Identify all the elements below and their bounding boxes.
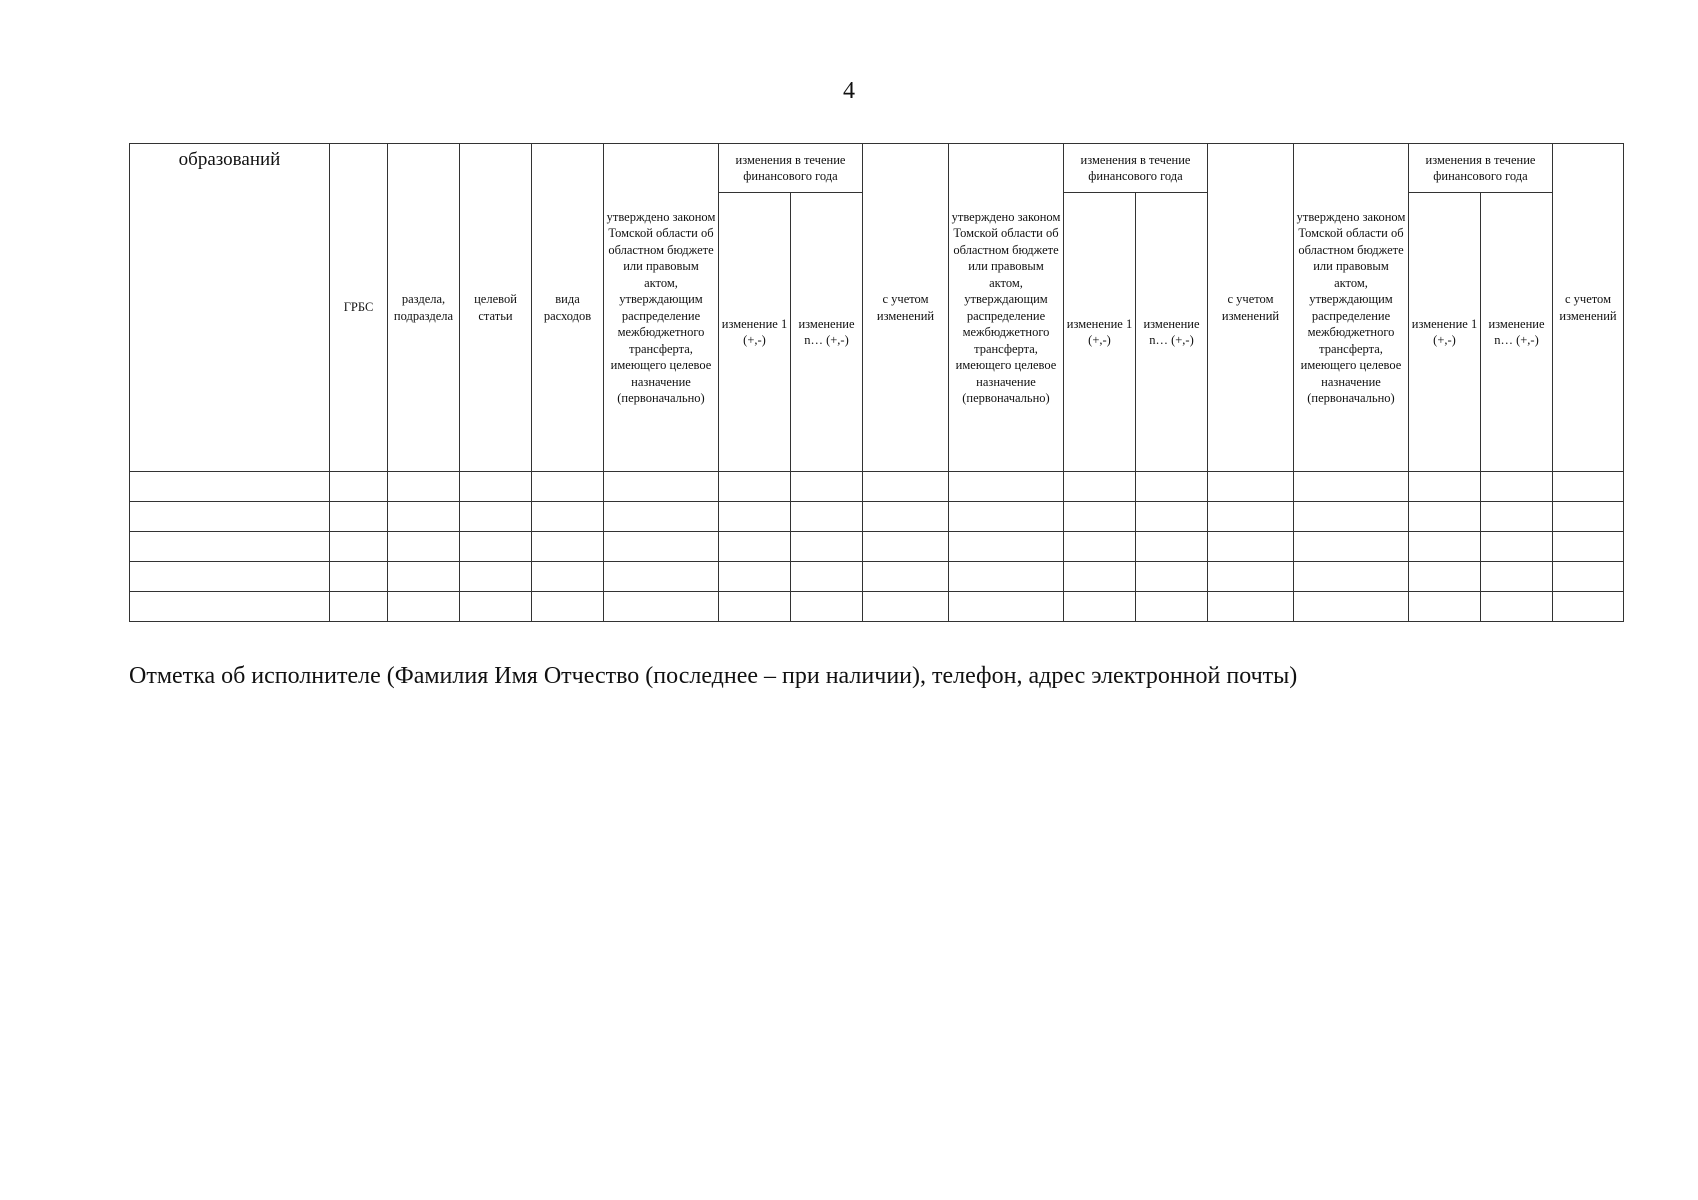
table-cell — [388, 592, 460, 622]
table-cell — [330, 592, 388, 622]
table-cell — [1208, 472, 1294, 502]
table-cell — [1136, 532, 1208, 562]
table-cell — [1208, 592, 1294, 622]
table-cell — [1481, 502, 1553, 532]
table-body — [130, 472, 1624, 622]
table-cell — [1064, 562, 1136, 592]
table-cell — [1064, 502, 1136, 532]
table-row — [130, 502, 1624, 532]
header-approved-2: утверждено законом Томской области об областном бюджете или правовым актом, утверждающим распределение межбюджетного трансферта, имеющего целевое назначение (первоначально) — [949, 144, 1064, 472]
table-cell — [1064, 472, 1136, 502]
table-row — [130, 592, 1624, 622]
header-change-1-block-3: изменение 1 (+,-) — [1409, 193, 1481, 472]
table-cell — [1553, 532, 1624, 562]
table-cell — [460, 592, 532, 622]
table-cell — [949, 532, 1064, 562]
table-cell — [863, 532, 949, 562]
header-target-article: целевой статьи — [460, 144, 532, 472]
table-cell — [719, 472, 791, 502]
table-cell — [604, 532, 719, 562]
table-cell — [388, 532, 460, 562]
table-cell — [130, 562, 330, 592]
table-cell — [1208, 502, 1294, 532]
table-cell — [1553, 592, 1624, 622]
table-cell — [604, 502, 719, 532]
table-cell — [791, 562, 863, 592]
table-cell — [460, 502, 532, 532]
executor-note: Отметка об исполнителе (Фамилия Имя Отчество (последнее – при наличии), телефон, адрес электронной почты) — [129, 663, 1298, 689]
table-cell — [532, 502, 604, 532]
header-changes-group-3: изменения в течение финансового года — [1409, 144, 1553, 193]
header-change-n-block-2: изменение n… (+,-) — [1136, 193, 1208, 472]
table-cell — [1294, 592, 1409, 622]
table-cell — [719, 562, 791, 592]
table-cell — [791, 472, 863, 502]
table-row — [130, 562, 1624, 592]
table-cell — [330, 502, 388, 532]
table-cell — [604, 562, 719, 592]
table-cell — [330, 472, 388, 502]
table-cell — [532, 562, 604, 592]
table-cell — [130, 532, 330, 562]
table-cell — [1481, 472, 1553, 502]
table-cell — [791, 592, 863, 622]
table-cell — [604, 592, 719, 622]
table-cell — [1481, 592, 1553, 622]
table-cell — [949, 562, 1064, 592]
table-cell — [388, 472, 460, 502]
table-cell — [719, 502, 791, 532]
table-cell — [330, 562, 388, 592]
header-change-1-block-1: изменение 1 (+,-) — [719, 193, 791, 472]
header-change-n-block-3: изменение n… (+,-) — [1481, 193, 1553, 472]
header-expense-type: вида расходов — [532, 144, 604, 472]
table-cell — [388, 562, 460, 592]
header-approved-3: утверждено законом Томской области об областном бюджете или правовым актом, утверждающим распределение межбюджетного трансферта, имеющего целевое назначение (первоначально) — [1294, 144, 1409, 472]
table-cell — [791, 502, 863, 532]
table-cell — [130, 592, 330, 622]
table-cell — [719, 592, 791, 622]
table-cell — [460, 472, 532, 502]
table-cell — [949, 472, 1064, 502]
table-cell — [1294, 502, 1409, 532]
table-cell — [130, 502, 330, 532]
table-cell — [1409, 472, 1481, 502]
table-row — [130, 472, 1624, 502]
table-cell — [949, 592, 1064, 622]
table-cell — [791, 532, 863, 562]
header-change-1-block-2: изменение 1 (+,-) — [1064, 193, 1136, 472]
header-with-changes-3: с учетом изменений — [1553, 144, 1624, 472]
table-cell — [863, 592, 949, 622]
table-cell — [1553, 562, 1624, 592]
table-cell — [719, 532, 791, 562]
table-row — [130, 532, 1624, 562]
table-cell — [460, 532, 532, 562]
table-cell — [1553, 472, 1624, 502]
header-approved-1: утверждено законом Томской области об областном бюджете или правовым актом, утверждающим распределение межбюджетного трансферта, имеющего целевое назначение (первоначально) — [604, 144, 719, 472]
budget-table — [129, 143, 1624, 622]
table-cell — [1481, 562, 1553, 592]
table-cell — [388, 502, 460, 532]
table-cell — [1064, 532, 1136, 562]
page-number: 4 — [843, 78, 855, 104]
table-cell — [863, 562, 949, 592]
table-cell — [1136, 472, 1208, 502]
header-changes-group-2: изменения в течение финансового года — [1064, 144, 1208, 193]
table-cell — [1136, 562, 1208, 592]
table-cell — [1409, 502, 1481, 532]
header-change-n-block-1: изменение n… (+,-) — [791, 193, 863, 472]
header-grbs: ГРБС — [330, 144, 388, 472]
table-cell — [1553, 502, 1624, 532]
table-cell — [949, 502, 1064, 532]
table-cell — [532, 472, 604, 502]
table-cell — [532, 592, 604, 622]
header-changes-group-1: изменения в течение финансового года — [719, 144, 863, 193]
table-cell — [1294, 562, 1409, 592]
table-cell — [1409, 562, 1481, 592]
table-cell — [1409, 532, 1481, 562]
table-cell — [130, 472, 330, 502]
header-section: раздела, подраздела — [388, 144, 460, 472]
table-cell — [1481, 532, 1553, 562]
table-cell — [1294, 472, 1409, 502]
table-cell — [1294, 532, 1409, 562]
header-municipalities: образований — [130, 144, 330, 472]
table-cell — [1208, 532, 1294, 562]
table-cell — [532, 532, 604, 562]
header-with-changes-2: с учетом изменений — [1208, 144, 1294, 472]
table-cell — [330, 532, 388, 562]
header-with-changes-1: с учетом изменений — [863, 144, 949, 472]
table-cell — [863, 472, 949, 502]
table-cell — [1409, 592, 1481, 622]
table-cell — [460, 562, 532, 592]
table-cell — [1136, 592, 1208, 622]
table-cell — [1136, 502, 1208, 532]
table-cell — [1208, 562, 1294, 592]
table-cell — [1064, 592, 1136, 622]
header-row-groups — [130, 144, 1624, 193]
table-cell — [604, 472, 719, 502]
table-cell — [863, 502, 949, 532]
